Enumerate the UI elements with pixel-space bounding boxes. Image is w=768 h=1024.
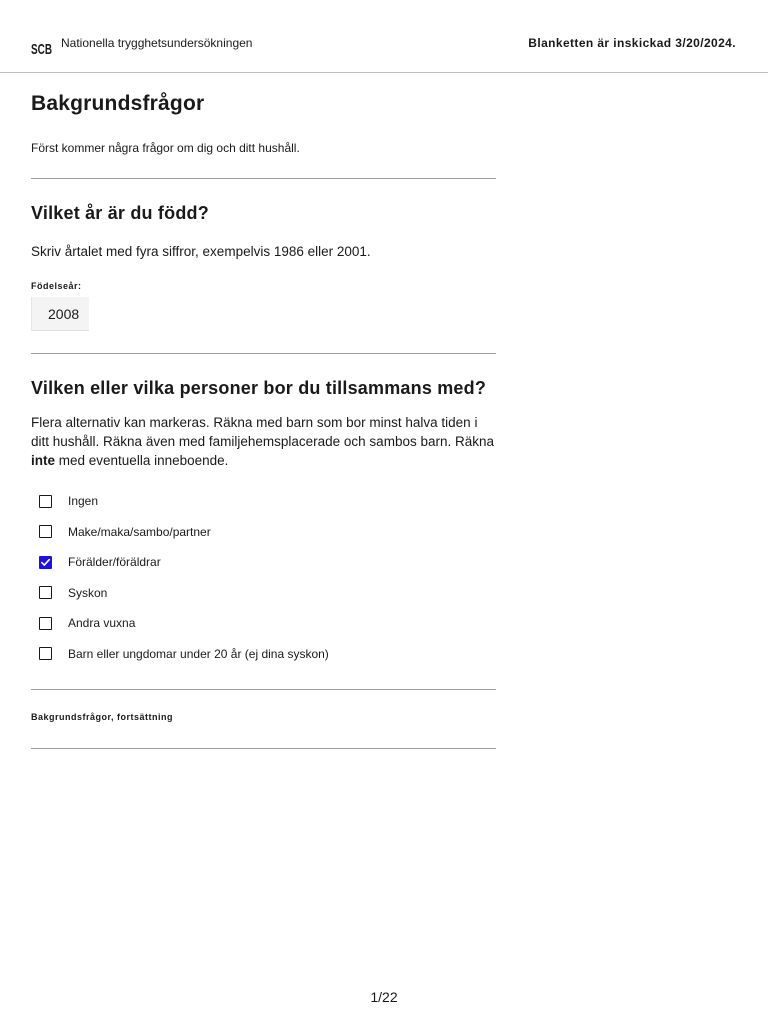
app-title: Nationella trygghetsundersökningen <box>61 36 253 50</box>
scb-logo <box>31 35 53 59</box>
option-children[interactable] <box>31 639 496 670</box>
option-parents[interactable] <box>31 547 496 578</box>
survey-content <box>31 72 496 749</box>
svg-text:SCB: SCB <box>31 41 53 58</box>
birth-year-label: Födelseår: <box>31 281 82 291</box>
divider <box>31 178 496 179</box>
page-intro: Först kommer några frågor om dig och ditt hushåll. <box>31 141 300 155</box>
checkbox[interactable] <box>39 647 52 660</box>
checkbox-checked[interactable] <box>39 556 52 569</box>
option-label: Syskon <box>68 585 108 600</box>
checkbox[interactable] <box>39 525 52 538</box>
option-other-adults[interactable] <box>31 608 496 639</box>
option-partner[interactable] <box>31 517 496 548</box>
option-ingen[interactable] <box>31 486 496 517</box>
option-label: Förälder/föräldrar <box>68 555 161 570</box>
question-birth-year-instruction: Skriv årtalet med fyra siffror, exempelvis 1986 eller 2001. <box>31 244 371 259</box>
checkbox[interactable] <box>39 495 52 508</box>
divider <box>31 353 496 354</box>
checkmark-icon <box>40 557 51 568</box>
option-label: Barn eller ungdomar under 20 år (ej dina syskon) <box>68 646 329 661</box>
birth-year-input[interactable]: 2008 <box>31 297 89 331</box>
page-title: Bakgrundsfrågor <box>31 92 205 115</box>
question-birth-year-title: Vilket år är du född? <box>31 203 209 223</box>
option-siblings[interactable] <box>31 578 496 609</box>
page-indicator: 1/22 <box>370 989 398 1005</box>
divider <box>31 689 496 690</box>
option-label: Make/maka/sambo/partner <box>68 524 211 539</box>
checkbox[interactable] <box>39 586 52 599</box>
question-household-instruction: Flera alternativ kan markeras. Räkna med barn som bor minst halva tiden i ditt hushåll. Räkna även med familjehemsplacerade och sambos barn. Räkna inte med eventuella inneboende. <box>31 415 495 468</box>
option-label: Andra vuxna <box>68 616 136 631</box>
question-household-title: Vilken eller vilka personer bor du tillsammans med? <box>31 378 487 398</box>
option-label: Ingen <box>68 494 99 509</box>
divider <box>31 748 496 749</box>
checkbox[interactable] <box>39 617 52 630</box>
submission-status: Blanketten är inskickad 3/20/2024. <box>528 36 736 50</box>
top-bar <box>0 0 768 73</box>
section-continuation-label: Bakgrundsfrågor, fortsättning <box>31 712 174 722</box>
household-options <box>31 486 496 669</box>
